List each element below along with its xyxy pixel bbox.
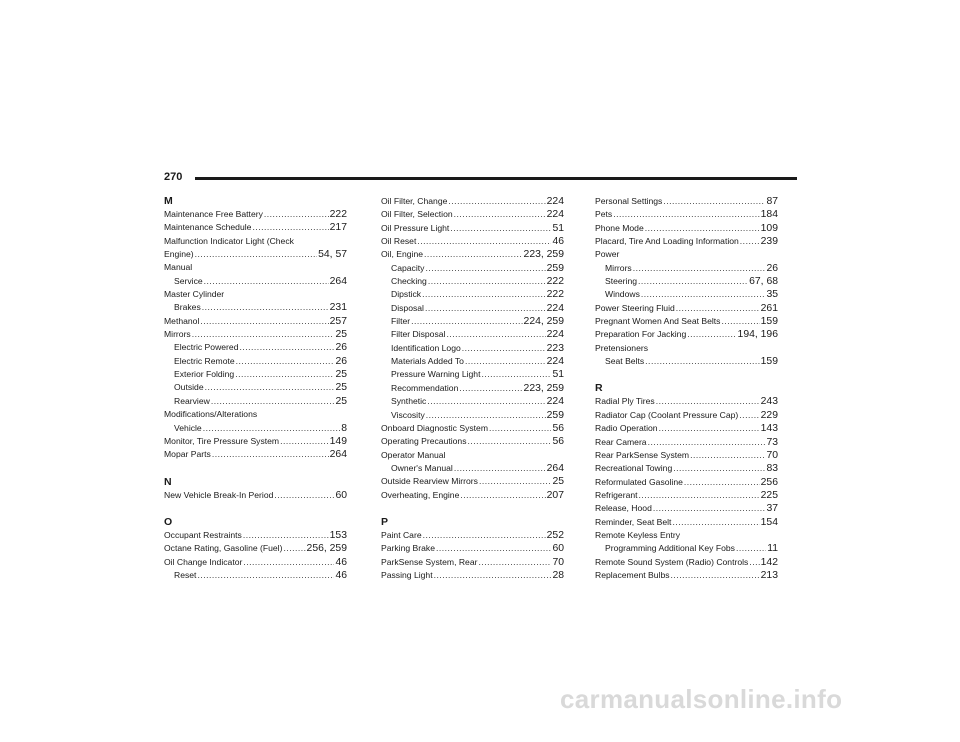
index-subentry: [381, 355, 564, 368]
entry-page-ref: 184: [760, 209, 778, 221]
dot-leader: [613, 208, 759, 221]
entry-term: Recreational Towing: [595, 463, 673, 474]
entry-term: Service: [174, 275, 203, 286]
dot-leader: [211, 395, 335, 408]
dot-leader: [645, 222, 760, 235]
entry-term: Seat Belts: [605, 356, 645, 367]
dot-leader: [423, 529, 546, 542]
dot-leader: [663, 195, 765, 208]
dot-leader: [481, 368, 551, 381]
index-entry: [595, 302, 778, 315]
dot-leader: [454, 462, 546, 475]
dot-leader: [236, 355, 335, 368]
entry-page-ref: 264: [329, 275, 347, 287]
entry-term: Radial Ply Tires: [595, 396, 655, 407]
entry-page-ref: 73: [766, 436, 778, 448]
entry-term: Power Steering Fluid: [595, 302, 675, 313]
index-entry: [164, 529, 347, 542]
entry-term: Outside: [174, 382, 204, 393]
entry-term: Overheating, Engine: [381, 489, 460, 500]
entry-page-ref: 256: [760, 476, 778, 488]
index-column-2: [381, 195, 564, 582]
dot-leader: [462, 342, 546, 355]
index-entry: [595, 516, 778, 529]
entry-term: Maintenance Free Battery: [164, 209, 263, 219]
dot-leader: [740, 235, 760, 248]
entry-page-ref: 28: [552, 569, 564, 581]
entry-page-ref: 26: [766, 262, 778, 274]
index-entry: [595, 315, 778, 328]
entry-page-ref: 259: [546, 409, 564, 421]
dot-leader: [676, 302, 760, 315]
section-letter: R: [595, 382, 603, 395]
index-entry: [164, 328, 347, 341]
entry-term: Pregnant Women And Seat Belts: [595, 316, 721, 327]
index-subentry: [164, 368, 347, 381]
index-heading: Malfunction Indicator Light (Check: [164, 235, 294, 246]
entry-term: Windows: [605, 289, 640, 300]
entry-page-ref: 264: [329, 449, 347, 461]
index-entry: [381, 475, 564, 488]
dot-leader: [671, 569, 760, 582]
entry-term: Release, Hood: [595, 503, 652, 514]
entry-term: Refrigerant: [595, 489, 638, 500]
index-subentry: [381, 342, 564, 355]
entry-term: Materials Added To: [391, 356, 464, 367]
dot-leader: [659, 422, 760, 435]
section-letter: P: [381, 515, 389, 528]
entry-term: Mirrors: [164, 329, 191, 340]
entry-term: Recommendation: [391, 382, 459, 393]
dot-leader: [465, 355, 546, 368]
index-subentry: [381, 395, 564, 408]
index-subentry: [164, 275, 347, 288]
index-subentry: [164, 381, 347, 394]
entry-term: Mopar Parts: [164, 449, 211, 460]
entry-term: Reformulated Gasoline: [595, 476, 683, 487]
dot-leader: [264, 208, 329, 221]
entry-term: Radio Operation: [595, 423, 658, 434]
dot-leader: [417, 235, 551, 248]
entry-page-ref: 25: [552, 476, 564, 488]
index-subentry: [381, 382, 564, 395]
dot-leader: [422, 288, 546, 301]
index-entry: [595, 395, 778, 408]
dot-leader: [434, 569, 552, 582]
index-entry: [381, 235, 564, 248]
entry-page-ref: 35: [766, 289, 778, 301]
entry-page-ref: 142: [760, 556, 778, 568]
entry-page-ref: 56: [552, 422, 564, 434]
index-entry: [164, 435, 347, 448]
entry-term: ParkSense System, Rear: [381, 556, 478, 567]
entry-page-ref: 11: [767, 543, 778, 555]
entry-page-ref: 224: [546, 209, 564, 221]
dot-leader: [192, 328, 335, 341]
index-subentry: [164, 422, 347, 435]
index-subentry: [595, 355, 778, 368]
entry-page-ref: 70: [552, 556, 564, 568]
entry-term: Capacity: [391, 262, 425, 273]
index-entry: [164, 248, 347, 261]
entry-page-ref: 264: [546, 462, 564, 474]
section-letter: M: [164, 195, 173, 207]
entry-page-ref: 51: [552, 222, 564, 234]
entry-term: Pressure Warning Light: [391, 369, 481, 380]
entry-term: Octane Rating, Gasoline (Fuel): [164, 543, 283, 554]
entry-term: Oil, Engine: [381, 249, 424, 260]
entry-page-ref: 67, 68: [749, 276, 778, 288]
entry-term: Passing Light: [381, 569, 433, 580]
entry-page-ref: 25: [335, 395, 347, 407]
dot-leader: [448, 195, 545, 208]
index-entry: [595, 502, 778, 515]
index-heading: Remote Keyless Entry: [595, 529, 681, 540]
dot-leader: [197, 569, 334, 582]
dot-leader: [239, 341, 334, 354]
index-heading: Pretensioners: [595, 342, 649, 353]
index-entry: [595, 436, 778, 449]
entry-term: Occupant Restraints: [164, 529, 242, 540]
dot-leader: [200, 315, 328, 328]
dot-leader: [672, 516, 759, 529]
dot-leader: [479, 475, 551, 488]
index-entry: [164, 542, 347, 555]
index-entry: [381, 195, 564, 208]
index-subentry: [381, 328, 564, 341]
dot-leader: [687, 328, 736, 341]
dot-leader: [428, 275, 546, 288]
entry-page-ref: 153: [329, 529, 347, 541]
entry-term: Replacement Bulbs: [595, 569, 670, 580]
index-entry: [381, 222, 564, 235]
entry-page-ref: 159: [760, 316, 778, 328]
index-heading: Modifications/Alterations: [164, 409, 258, 420]
dot-leader: [212, 448, 329, 461]
dot-leader: [645, 355, 759, 368]
index-entry: [164, 208, 347, 221]
dot-leader: [653, 502, 766, 515]
index-entry: [381, 529, 564, 542]
index-column-3: [595, 195, 778, 582]
index-column-1: [164, 195, 347, 582]
dot-leader: [736, 542, 766, 555]
dot-leader: [639, 489, 760, 502]
dot-leader: [633, 262, 766, 275]
index-entry: [381, 435, 564, 448]
index-subentry: [381, 288, 564, 301]
page-number: 270: [164, 171, 183, 183]
entry-term: Rearview: [174, 395, 210, 406]
entry-term: Checking: [391, 276, 427, 287]
entry-page-ref: 252: [546, 529, 564, 541]
watermark[interactable]: carmanualsonline.info: [560, 684, 843, 714]
index-entry: [595, 195, 778, 208]
dot-leader: [459, 382, 522, 395]
header-rule: [195, 177, 797, 180]
entry-page-ref: 217: [329, 222, 347, 234]
entry-term: Engine): [164, 249, 194, 260]
index-subentry: [595, 262, 778, 275]
entry-page-ref: 87: [766, 196, 778, 207]
dot-leader: [205, 381, 335, 394]
entry-page-ref: 224: [546, 329, 564, 341]
dot-leader: [721, 315, 759, 328]
entry-term: Dipstick: [391, 289, 422, 300]
entry-page-ref: 224: [546, 356, 564, 368]
index-entry: [381, 422, 564, 435]
dot-leader: [638, 275, 748, 288]
index-subentry: [164, 301, 347, 314]
index-entry: [595, 449, 778, 462]
entry-page-ref: 25: [335, 329, 347, 341]
dot-leader: [424, 248, 523, 261]
entry-term: Programming Additional Key Fobs: [605, 543, 735, 554]
index-subentry: [164, 569, 347, 582]
entry-term: Reminder, Seat Belt: [595, 516, 672, 527]
index-subentry: [381, 315, 564, 328]
dot-leader: [673, 462, 765, 475]
entry-page-ref: 261: [760, 302, 778, 314]
dot-leader: [656, 395, 760, 408]
dot-leader: [243, 556, 334, 569]
entry-page-ref: 223: [546, 342, 564, 354]
entry-page-ref: 243: [760, 396, 778, 408]
dot-leader: [280, 435, 329, 448]
entry-page-ref: 224: [546, 196, 564, 207]
entry-page-ref: 46: [335, 556, 347, 568]
entry-term: Parking Brake: [381, 543, 435, 554]
dot-leader: [204, 275, 329, 288]
entry-term: Exterior Folding: [174, 369, 235, 380]
index-entry: [381, 208, 564, 221]
entry-term: Operating Precautions: [381, 436, 467, 447]
entry-page-ref: 231: [329, 302, 347, 314]
section-letter: O: [164, 515, 173, 528]
entry-term: Filter: [391, 316, 411, 327]
entry-term: Identification Logo: [391, 342, 461, 353]
dot-leader: [436, 542, 551, 555]
index-entry: [381, 556, 564, 569]
entry-page-ref: 222: [329, 209, 347, 220]
entry-term: Onboard Diagnostic System: [381, 422, 488, 433]
index-subentry: [595, 275, 778, 288]
entry-page-ref: 60: [335, 489, 347, 501]
index-subentry: [381, 302, 564, 315]
entry-term: Outside Rearview Mirrors: [381, 476, 478, 487]
index-subentry: [381, 368, 564, 381]
dot-leader: [690, 449, 765, 462]
entry-term: Maintenance Schedule: [164, 222, 252, 233]
entry-page-ref: 51: [552, 369, 564, 381]
entry-term: Owner's Manual: [391, 462, 453, 473]
entry-page-ref: 213: [760, 569, 778, 581]
entry-page-ref: 223, 259: [523, 249, 564, 261]
entry-page-ref: 46: [335, 569, 347, 581]
entry-term: Synthetic: [391, 396, 427, 407]
entry-term: New Vehicle Break-In Period: [164, 489, 274, 500]
index-entry: [381, 542, 564, 555]
dot-leader: [426, 409, 546, 422]
entry-page-ref: 207: [546, 489, 564, 501]
index-subentry: [381, 409, 564, 422]
dot-leader: [274, 489, 334, 502]
dot-leader: [478, 556, 551, 569]
entry-term: Radiator Cap (Coolant Pressure Cap): [595, 409, 739, 420]
entry-term: Disposal: [391, 302, 424, 313]
entry-page-ref: 8: [341, 422, 347, 434]
index-heading: Manual: [164, 262, 193, 273]
entry-term: Oil Pressure Light: [381, 222, 450, 233]
entry-term: Phone Mode: [595, 222, 644, 233]
index-entry: [164, 221, 347, 234]
dot-leader: [425, 302, 546, 315]
entry-page-ref: 26: [335, 342, 347, 354]
index-heading: Operator Manual: [381, 449, 446, 460]
index-entry: [595, 222, 778, 235]
index-subentry: [381, 462, 564, 475]
entry-term: Mirrors: [605, 262, 632, 273]
entry-term: Monitor, Tire Pressure System: [164, 435, 280, 446]
entry-term: Paint Care: [381, 529, 422, 540]
index-entry: [595, 409, 778, 422]
section-letter: N: [164, 475, 172, 488]
entry-term: Electric Powered: [174, 342, 239, 353]
entry-page-ref: 224, 259: [523, 316, 564, 328]
entry-page-ref: 26: [335, 355, 347, 367]
index-entry: [381, 248, 564, 261]
entry-page-ref: 223, 259: [523, 382, 564, 394]
entry-page-ref: 224: [546, 302, 564, 314]
index-entry: [595, 328, 778, 341]
dot-leader: [684, 476, 760, 489]
entry-page-ref: 225: [760, 489, 778, 501]
index-entry: [595, 422, 778, 435]
dot-leader: [243, 529, 329, 542]
index-entry: [595, 208, 778, 221]
entry-page-ref: 25: [335, 369, 347, 381]
index-subentry: [164, 395, 347, 408]
entry-page-ref: 60: [552, 543, 564, 555]
index-entry: [595, 476, 778, 489]
dot-leader: [203, 422, 341, 435]
entry-page-ref: 222: [546, 276, 564, 288]
dot-leader: [411, 315, 522, 328]
index-entry: [595, 235, 778, 248]
entry-term: Oil Reset: [381, 236, 417, 247]
entry-term: Filter Disposal: [391, 329, 446, 340]
dot-leader: [450, 222, 551, 235]
entry-term: Methanol: [164, 315, 200, 326]
index-entry: [595, 569, 778, 582]
index-entry: [381, 489, 564, 502]
entry-page-ref: 46: [552, 236, 564, 248]
entry-page-ref: 154: [760, 516, 778, 528]
index-entry: [164, 489, 347, 502]
entry-page-ref: 37: [766, 503, 778, 515]
dot-leader: [739, 409, 759, 422]
index-heading: Power: [595, 249, 620, 260]
entry-page-ref: 222: [546, 289, 564, 301]
entry-page-ref: 109: [760, 222, 778, 234]
index-entry: [164, 556, 347, 569]
entry-page-ref: 56: [552, 436, 564, 448]
entry-term: Placard, Tire And Loading Information: [595, 236, 739, 247]
index-subentry: [164, 341, 347, 354]
index-entry: [381, 569, 564, 582]
entry-term: Rear ParkSense System: [595, 449, 690, 460]
entry-term: Steering: [605, 276, 638, 287]
index-entry: [164, 448, 347, 461]
entry-page-ref: 54, 57: [318, 249, 347, 261]
dot-leader: [446, 328, 545, 341]
dot-leader: [460, 489, 545, 502]
index-subentry: [381, 275, 564, 288]
index-subentry: [595, 288, 778, 301]
entry-term: Oil Filter, Selection: [381, 209, 453, 220]
entry-term: Brakes: [174, 302, 201, 313]
entry-term: Remote Sound System (Radio) Controls: [595, 556, 749, 567]
entry-page-ref: 25: [335, 382, 347, 394]
entry-term: Electric Remote: [174, 355, 235, 366]
index-heading: Master Cylinder: [164, 289, 225, 300]
dot-leader: [468, 435, 552, 448]
index-subentry: [595, 542, 778, 555]
entry-page-ref: 149: [329, 435, 347, 447]
dot-leader: [427, 395, 545, 408]
dot-leader: [489, 422, 551, 435]
entry-page-ref: 159: [760, 356, 778, 368]
index-entry: [595, 556, 778, 569]
entry-term: Vehicle: [174, 422, 202, 433]
entry-page-ref: 229: [760, 409, 778, 421]
entry-term: Oil Filter, Change: [381, 196, 448, 206]
entry-term: Pets: [595, 209, 613, 220]
dot-leader: [202, 301, 329, 314]
entry-term: Personal Settings: [595, 196, 663, 206]
entry-term: Viscosity: [391, 409, 425, 420]
index-entry: [595, 462, 778, 475]
index-subentry: [164, 355, 347, 368]
entry-page-ref: 83: [766, 463, 778, 475]
entry-page-ref: 259: [546, 262, 564, 274]
dot-leader: [235, 368, 334, 381]
entry-term: Rear Camera: [595, 436, 647, 447]
entry-page-ref: 239: [760, 236, 778, 248]
entry-page-ref: 143: [760, 423, 778, 435]
entry-term: Reset: [174, 569, 197, 580]
entry-page-ref: 257: [329, 315, 347, 327]
dot-leader: [641, 288, 766, 301]
entry-page-ref: 256, 259: [306, 543, 347, 555]
dot-leader: [195, 248, 317, 261]
entry-page-ref: 194, 196: [737, 329, 778, 341]
index-subentry: [381, 262, 564, 275]
entry-term: Oil Change Indicator: [164, 556, 243, 567]
dot-leader: [454, 208, 546, 221]
dot-leader: [425, 262, 545, 275]
dot-leader: [749, 556, 759, 569]
index-entry: [164, 315, 347, 328]
entry-term: Preparation For Jacking: [595, 329, 687, 340]
dot-leader: [283, 542, 305, 555]
dot-leader: [648, 436, 766, 449]
index-entry: [595, 489, 778, 502]
dot-leader: [252, 221, 328, 234]
entry-page-ref: 70: [766, 449, 778, 461]
entry-page-ref: 224: [546, 396, 564, 408]
